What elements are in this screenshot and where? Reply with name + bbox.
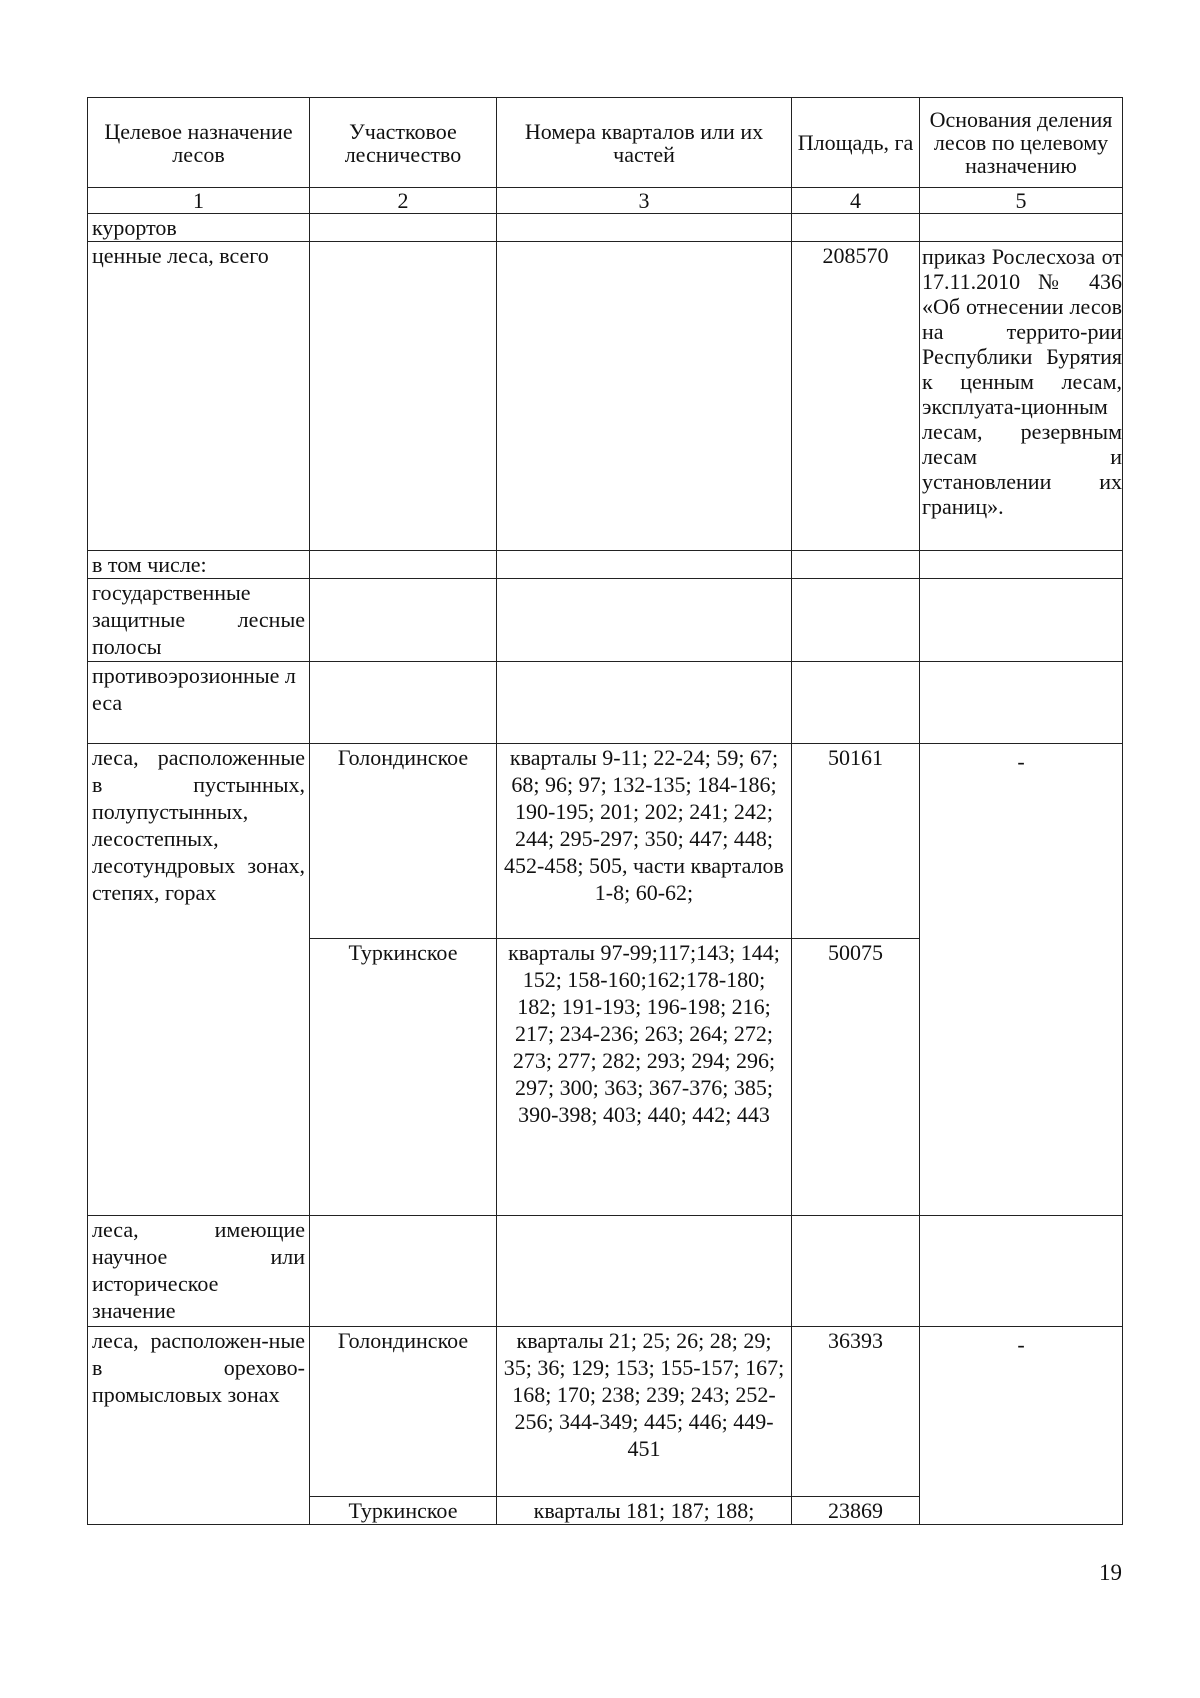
empty-cell xyxy=(310,662,497,744)
basis-cell: - xyxy=(920,744,1123,1216)
table-row xyxy=(88,214,1123,242)
empty-cell xyxy=(792,1216,920,1327)
purpose-cell: противоэрозионные леса xyxy=(88,662,310,744)
empty-cell xyxy=(497,551,792,579)
purpose-cell: в том числе: xyxy=(88,551,310,579)
empty-cell xyxy=(920,214,1123,242)
header-purpose: Целевое назначение лесов xyxy=(88,98,310,188)
basis-cell: приказ Рослесхоза от 17.11.2010 № 436 «Об отнесении лесов на террито-рии Республики Бурятия к ценным лесам, эксплуата-ционным лесам, резервным лесам и установлении их границ». xyxy=(920,242,1123,551)
purpose-cell: государственные защитные лесные полосы xyxy=(88,579,310,662)
empty-cell xyxy=(497,662,792,744)
table-row xyxy=(88,662,1123,744)
column-number-row xyxy=(88,188,1123,214)
page-number: 19 xyxy=(1099,1560,1122,1585)
area-cell: 23869 xyxy=(792,1497,920,1525)
quarters-cell: кварталы 181; 187; 188; xyxy=(497,1497,792,1525)
area-cell: 50075 xyxy=(792,939,920,1216)
district-cell: Голондинское xyxy=(310,744,497,939)
quarters-cell: кварталы 97-99;117;143; 144; 152; 158-160;162;178-180; 182; 191-193; 196-198; 216; 217; 234-236; 263; 264; 272; 273; 277; 282; 293; 294; 296; 297; 300; 363; 367-376; 385; 390-398; 403; 440; 442; 443 xyxy=(497,939,792,1216)
header-quarters: Номера кварталов или их частей xyxy=(497,98,792,188)
header-area: Площадь, га xyxy=(792,98,920,188)
header-basis: Основания деления лесов по целевому назначению xyxy=(920,98,1123,188)
header-district: Участковое лесничество xyxy=(310,98,497,188)
empty-cell xyxy=(497,242,792,551)
district-cell: Туркинское xyxy=(310,939,497,1216)
empty-cell xyxy=(792,551,920,579)
empty-cell xyxy=(310,214,497,242)
empty-cell xyxy=(792,662,920,744)
area-cell: 50161 xyxy=(792,744,920,939)
district-cell: Туркинское xyxy=(310,1497,497,1525)
purpose-cell: ценные леса, всего xyxy=(88,242,310,551)
quarters-cell: кварталы 9-11; 22-24; 59; 67; 68; 96; 97; 132-135; 184-186; 190-195; 201; 202; 241; 242; 244; 295-297; 350; 447; 448; 452-458; 505, части кварталов 1-8; 60-62; xyxy=(497,744,792,939)
table-row xyxy=(88,744,1123,939)
empty-cell xyxy=(792,579,920,662)
area-cell: 36393 xyxy=(792,1327,920,1497)
empty-cell xyxy=(497,1216,792,1327)
table-row xyxy=(88,579,1123,662)
empty-cell xyxy=(792,214,920,242)
column-number: 5 xyxy=(920,188,1123,214)
empty-cell xyxy=(497,579,792,662)
purpose-cell: леса, имеющие научное или историческое значение xyxy=(88,1216,310,1327)
column-number: 2 xyxy=(310,188,497,214)
purpose-cell: курортов xyxy=(88,214,310,242)
empty-cell xyxy=(310,1216,497,1327)
table-row xyxy=(88,551,1123,579)
purpose-cell: леса, расположен-ные в орехово-промысловых зонах xyxy=(88,1327,310,1525)
area-cell: 208570 xyxy=(792,242,920,551)
empty-cell xyxy=(920,1216,1123,1327)
table-row xyxy=(88,1327,1123,1497)
forest-purpose-table xyxy=(87,97,1123,1525)
column-number: 3 xyxy=(497,188,792,214)
empty-cell xyxy=(310,242,497,551)
column-number: 1 xyxy=(88,188,310,214)
empty-cell xyxy=(920,579,1123,662)
column-number: 4 xyxy=(792,188,920,214)
basis-cell: - xyxy=(920,1327,1123,1525)
district-cell: Голондинское xyxy=(310,1327,497,1497)
empty-cell xyxy=(497,214,792,242)
table-row xyxy=(88,242,1123,551)
empty-cell xyxy=(920,662,1123,744)
empty-cell xyxy=(310,579,497,662)
empty-cell xyxy=(310,551,497,579)
table-row xyxy=(88,1216,1123,1327)
empty-cell xyxy=(920,551,1123,579)
header-row xyxy=(88,98,1123,188)
purpose-cell: леса, расположенные в пустынных, полупустынных, лесостепных, лесотундровых зонах, степях, горах xyxy=(88,744,310,1216)
quarters-cell: кварталы 21; 25; 26; 28; 29; 35; 36; 129; 153; 155-157; 167; 168; 170; 238; 239; 243; 252-256; 344-349; 445; 446; 449-451 xyxy=(497,1327,792,1497)
